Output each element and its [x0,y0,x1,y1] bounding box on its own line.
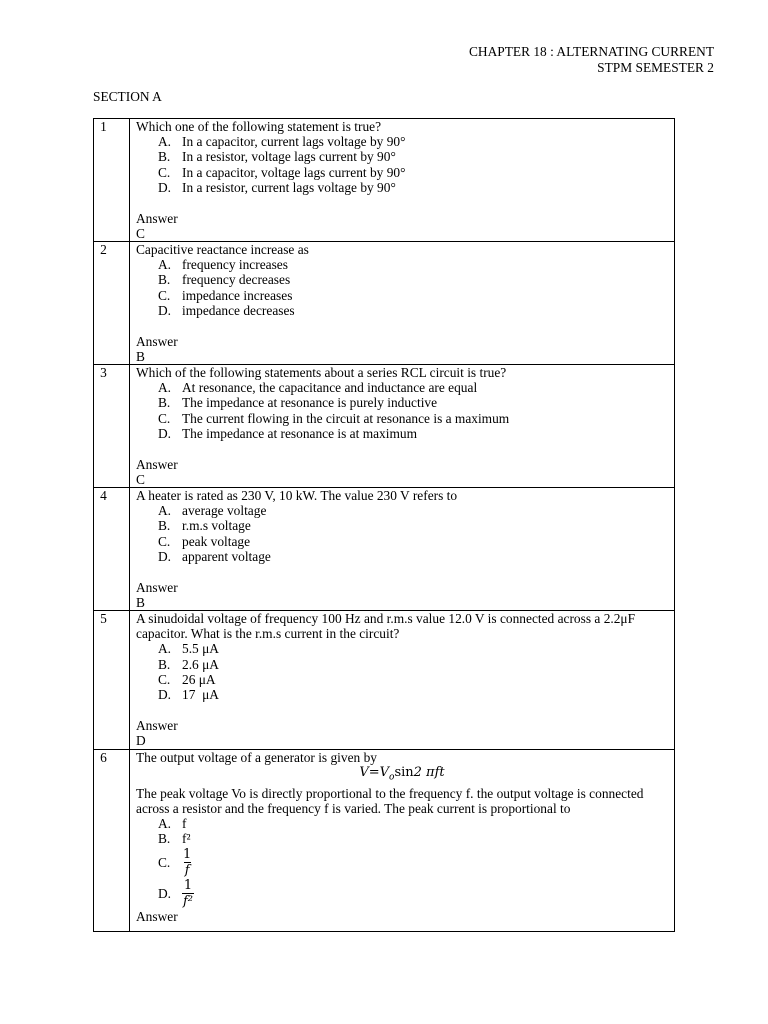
question-number: 3 [100,365,107,380]
question-text: Capacitive reactance increase as [136,242,309,257]
question-row [94,242,675,365]
semester-label: STPM SEMESTER 2 [597,59,714,75]
option-b: B. In a resistor, voltage lags current by 90° [158,149,396,165]
document-header [469,44,714,75]
answer-value: D [136,732,146,748]
answer-label: Answer [136,717,178,733]
option-c: C. $\frac{1}{f}$ [158,846,192,878]
option-b: B. 2.6 μA [158,656,219,672]
answer-label: Answer [136,579,178,595]
option-c: C. peak voltage [158,533,251,549]
voltage-equation: $V=V_o\sin 2$ πft [359,765,445,783]
question-row [94,119,675,242]
answer-value: C [136,471,145,487]
answer-label: Answer [136,456,178,472]
options-list [136,641,668,702]
option-d: D. impedance decreases [158,302,295,318]
option-a: A. f [158,816,187,832]
option-d: D. The impedance at resonance is at maximum [158,425,417,441]
option-c: C. The current flowing in the circuit at resonance is a maximum [158,410,510,426]
question-row [94,750,675,932]
answer-label: Answer [136,210,178,226]
options-list [136,257,668,318]
option-c: C. 26 μA [158,671,216,687]
question-text: A heater is rated as 230 V, 10 kW. The value 230 V refers to [136,488,458,503]
answer-label: Answer [136,333,178,349]
options-list [136,134,668,195]
option-d: D. 17 μA [158,687,219,703]
question-text: Which of the following statements about a series RCL circuit is true? [136,365,507,380]
chapter-title: CHAPTER 18 : ALTERNATING CURRENT [468,44,714,59]
option-a: A. In a capacitor, current lags voltage by 90° [158,134,406,150]
question-text: Which one of the following statement is true? [136,119,382,134]
question-table [93,118,675,932]
option-a: A. average voltage [158,503,267,519]
fraction-one-over-f-squared: $\frac{1}{\text{f²}}$ [183,877,194,909]
option-c: C. In a capacitor, voltage lags current by 90° [158,164,406,180]
question-row [94,488,675,611]
option-b: B. The impedance at resonance is purely inductive [158,395,438,411]
option-b: B. r.m.s voltage [158,518,251,534]
question-number: 5 [100,611,107,626]
question-row [94,611,675,750]
option-d: D. In a resistor, current lags voltage by 90° [158,179,396,195]
option-d: D. apparent voltage [158,548,271,564]
options-list [136,380,668,441]
question-text: A sinudoidal voltage of frequency 100 Hz and r.m.s value 12.0 V is connected across a 2.2μF capacitor. What is the r.m.s current in the circuit? [136,611,636,642]
fraction-one-over-f: $\frac{1}{f}$ [183,846,192,878]
question-number: 4 [100,488,107,503]
option-c: C. impedance increases [158,287,293,303]
option-b: B. frequency decreases [158,272,291,288]
question-number: 1 [100,119,107,134]
option-d: D. $\frac{1}{\text{f²}}$ [158,877,194,909]
question-row [94,365,675,488]
answer-value: B [136,348,145,364]
option-b: B. f² [158,831,191,847]
question-text: The output voltage of a generator is given by [136,750,377,765]
answer-label: Answer [136,908,178,924]
section-title: SECTION A [93,89,162,104]
answer-value: C [136,225,145,241]
option-a: A. 5.5 μA [158,641,219,657]
question-text-continued: The peak voltage Vo is directly proportional to the frequency f. the output voltage is connected across a resistor and the frequency f is varied. The peak current is proportional to [136,785,644,816]
options-list [136,503,668,564]
options-list [136,816,668,908]
question-number: 6 [100,750,107,765]
question-number: 2 [100,242,107,257]
option-a: A. At resonance, the capacitance and inductance are equal [158,380,478,396]
answer-value: B [136,594,145,610]
option-a: A. frequency increases [158,257,288,273]
